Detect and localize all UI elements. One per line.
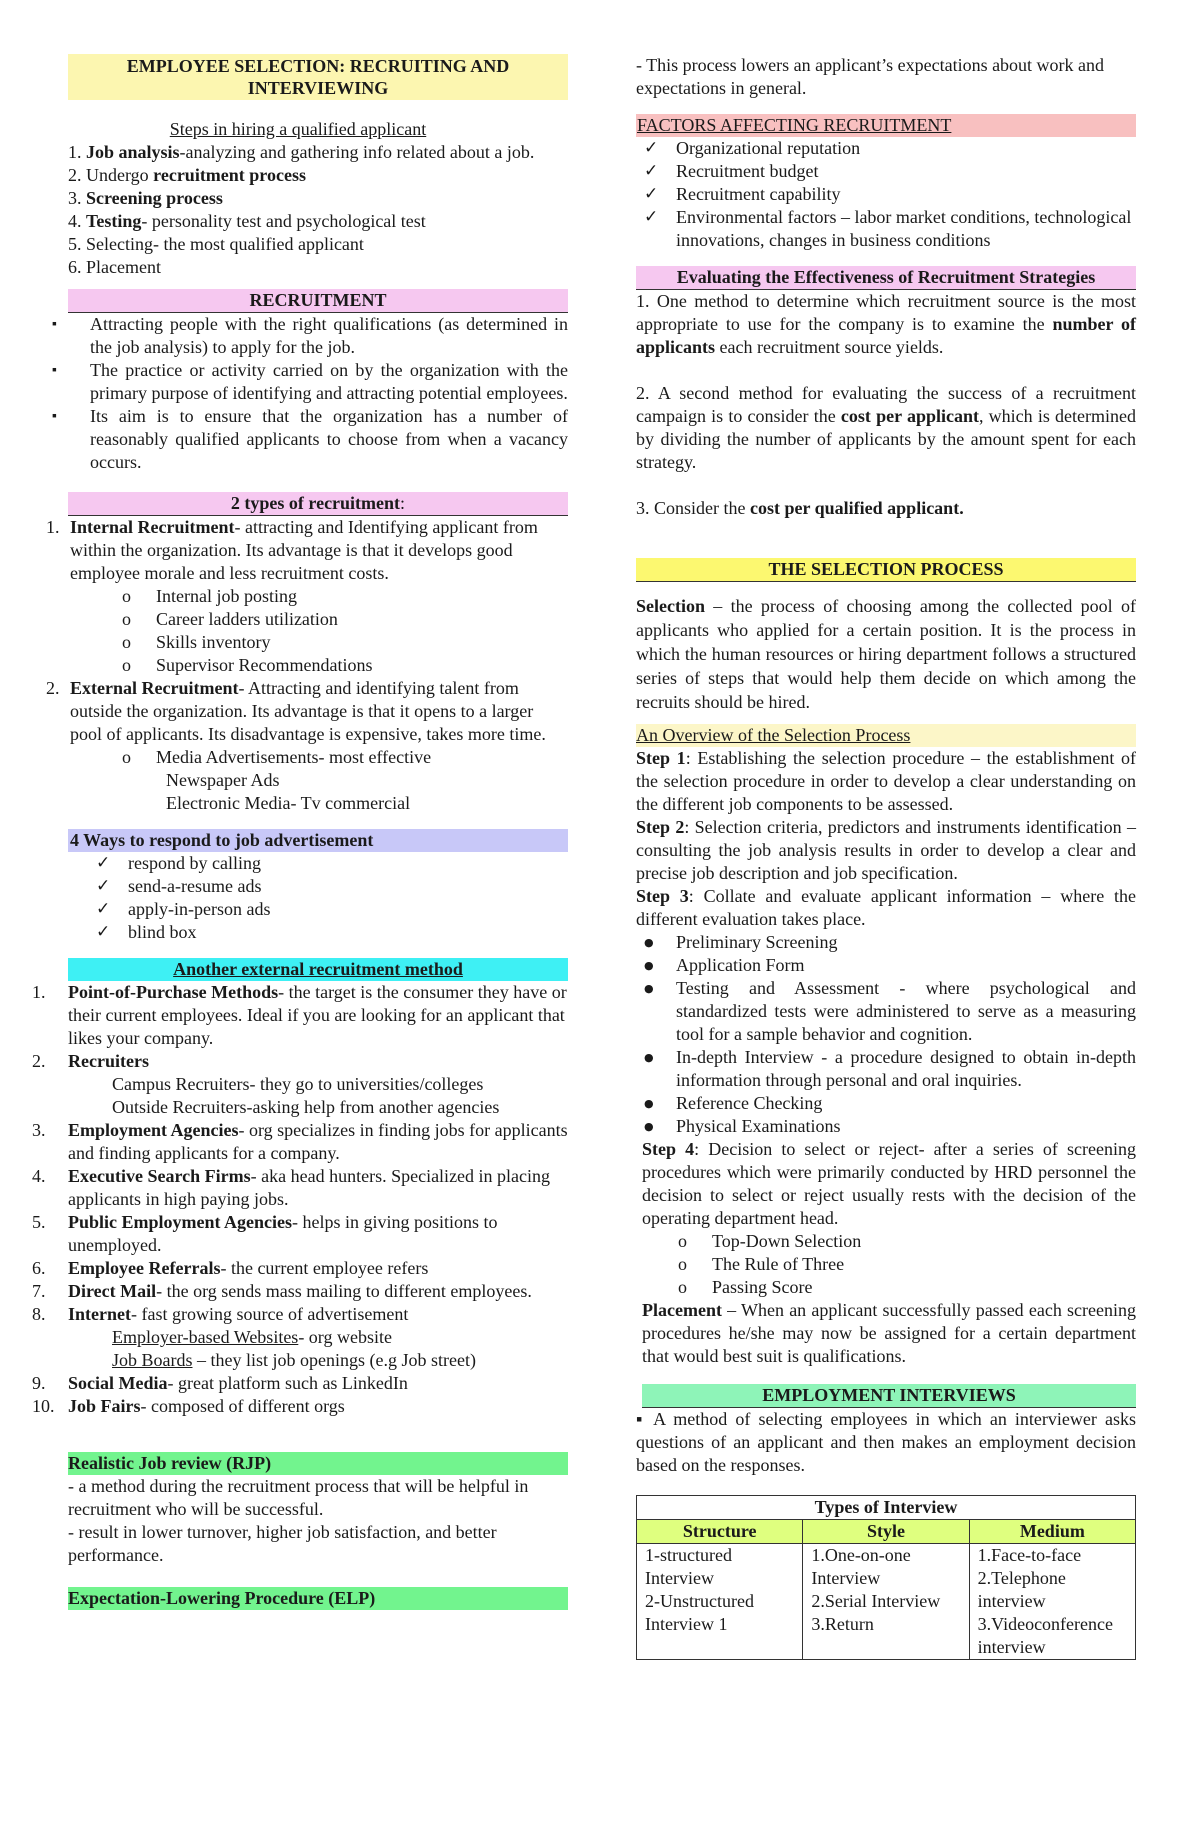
table-cell-line: 1.Face-to-face	[977, 1545, 1082, 1565]
selection-heading: THE SELECTION PROCESS	[636, 558, 1136, 582]
method-name: Direct Mail	[68, 1281, 157, 1301]
step3-item: ● Reference Checking	[636, 1092, 1136, 1115]
internet-sub-label: Job Boards	[112, 1350, 193, 1370]
table-header: Style	[803, 1520, 969, 1544]
step4-label: Step 4	[642, 1139, 695, 1159]
method-item	[32, 1303, 568, 1326]
step3-item: ● Application Form	[636, 954, 1136, 977]
step3-item: ● In-depth Interview - a procedure designed to obtain in-depth information through personal and oral inquiries.	[636, 1046, 1136, 1092]
step-bold: Job analysis	[86, 142, 180, 162]
eval-heading: Evaluating the Effectiveness of Recruitment Strategies	[636, 266, 1136, 290]
eval2-post: , which is determined by dividing the number of applicants by the amount spent for each strategy.	[636, 406, 1137, 472]
internal-item: o Career ladders utilization	[68, 608, 568, 631]
method-item	[32, 1165, 568, 1211]
step-rest: - personality test and psychological test	[141, 211, 426, 231]
step4-item: o The Rule of Three	[624, 1253, 1136, 1276]
eval1-pre: 1. One method to determine which recruitment source is the most appropriate to use for the company is to examine the	[636, 291, 1136, 334]
eval3-bold: cost per qualified applicant.	[750, 498, 964, 518]
step1-label: Step 1	[636, 748, 686, 768]
step-1	[636, 747, 1136, 816]
method-number: 7.	[32, 1281, 46, 1301]
interview-types-table	[636, 1495, 1136, 1660]
method-number: 1.	[32, 982, 46, 1002]
method-desc: - the current employee refers	[220, 1258, 429, 1278]
recruitment-point: ▪ Attracting people with the right qualifications (as determined in the job analysis) to apply for the job.	[68, 313, 568, 359]
internet-subitem	[68, 1326, 568, 1349]
step3-label: Step 3	[636, 886, 689, 906]
eval-method-3	[636, 497, 1136, 520]
step3-item: ● Preliminary Screening	[636, 931, 1136, 954]
placement-text: – When an applicant successfully passed each screening procedures he/she may now be assigned for a certain department that would best suit is qualifications.	[642, 1300, 1136, 1366]
ways-list	[68, 852, 568, 944]
interviews-text: ▪ A method of selecting employees in which an interviewer asks questions of an applicant and then makes an employment decision based on the responses.	[636, 1409, 1136, 1475]
method-number: 9.	[32, 1373, 46, 1393]
step-item	[68, 233, 568, 256]
internal-recruitment	[46, 516, 568, 585]
method-number: 10.	[32, 1396, 55, 1416]
external-subitems	[68, 769, 568, 815]
step2-label: Step 2	[636, 817, 685, 837]
table-cell-line: 1.One-on-one Interview	[811, 1545, 911, 1588]
step3-items	[636, 931, 1136, 1138]
external-recruitment	[46, 677, 568, 746]
steps-heading: Steps in hiring a qualified applicant	[169, 119, 427, 139]
step4-item: o Top-Down Selection	[624, 1230, 1136, 1253]
rjp-heading: Realistic Job review (RJP)	[68, 1452, 568, 1475]
step4-items	[624, 1230, 1136, 1299]
step-pre: 3.	[68, 188, 86, 208]
factors-list	[636, 137, 1136, 252]
method-number: 5.	[32, 1212, 46, 1232]
rjp-text	[68, 1475, 568, 1567]
table-cell	[969, 1544, 1135, 1660]
method-item	[32, 1211, 568, 1257]
method-name: Point-of-Purchase Methods	[68, 982, 279, 1002]
placement	[636, 1299, 1136, 1368]
step2-text: : Selection criteria, predictors and instruments identification – consulting the job analysis results in order to develop a clear and precise job description and job specification.	[636, 817, 1136, 883]
internet-sub-text: - org website	[298, 1327, 392, 1347]
method-desc: - fast growing source of advertisement	[130, 1304, 409, 1324]
method-number: 3.	[32, 1120, 46, 1140]
right-column	[636, 0, 1136, 1660]
step-2	[636, 816, 1136, 885]
internal-items	[68, 585, 568, 677]
step-3	[636, 885, 1136, 931]
method-number: 2.	[32, 1051, 46, 1071]
internet-sub-text: – they list job openings (e.g Job street)	[192, 1350, 476, 1370]
method-name: Public Employment Agencies	[68, 1212, 292, 1232]
method-number: 8.	[32, 1304, 46, 1324]
method-name: Social Media	[68, 1373, 168, 1393]
overview-heading-text: An Overview of the Selection Process	[636, 725, 911, 745]
another-heading-text: Another external recruitment method	[173, 959, 463, 979]
method-item	[32, 1257, 568, 1280]
method-item	[32, 981, 568, 1050]
factor-item: ✓ Environmental factors – labor market conditions, technological innovations, changes in business conditions	[636, 206, 1136, 252]
eval1-bold: number of applicants	[636, 314, 1136, 357]
document-title	[68, 54, 568, 100]
types-heading	[68, 492, 568, 516]
internal-item: o Supervisor Recommendations	[68, 654, 568, 677]
way-item: ✓ respond by calling	[88, 852, 568, 875]
method-desc: - great platform such as LinkedIn	[167, 1373, 408, 1393]
placement-label: Placement	[642, 1300, 722, 1320]
internal-label: Internal Recruitment	[70, 517, 235, 537]
overview-heading	[636, 724, 1136, 747]
recruitment-point: ▪ Its aim is to ensure that the organization has a number of reasonably qualified applicants to choose from when a vacancy occurs.	[68, 405, 568, 474]
eval1-post: each recruitment source yields.	[715, 337, 944, 357]
factor-item: ✓ Organizational reputation	[636, 137, 1136, 160]
recruitment-point: ▪ The practice or activity carried on by the organization with the primary purpose of identifying and attracting potential employees.	[68, 359, 568, 405]
internet-subitem	[68, 1349, 568, 1372]
method-name: Recruiters	[68, 1051, 149, 1071]
method-name: Internet	[68, 1304, 131, 1324]
elp-text: - This process lowers an applicant’s expectations about work and expectations in general.	[636, 55, 1105, 98]
factors-heading-text: FACTORS AFFECTING RECRUITMENT	[637, 115, 952, 135]
step-bold: Screening process	[86, 188, 223, 208]
external-text: - Attracting and identifying talent from outside the organization. Its advantage is that it opens to a larger pool of applicants. Its disadvantage is expensive, takes more time.	[70, 678, 546, 744]
eval3-pre: 3. Consider the	[636, 498, 750, 518]
factors-heading	[636, 114, 1136, 137]
rjp-line: - result in lower turnover, higher job satisfaction, and better performance.	[68, 1522, 497, 1565]
selection-definition	[636, 594, 1136, 714]
table-cell	[803, 1544, 969, 1660]
step-pre: 1.	[68, 142, 86, 162]
step-pre: 5. Selecting- the most qualified applicant	[68, 234, 364, 254]
table-header: Medium	[969, 1520, 1135, 1544]
eval-method-1	[636, 290, 1136, 359]
selection-text: – the process of choosing among the collected pool of applicants who applied for a certain position. It is the process in which the human resources or hiring department follows a structured series of steps that would help them decide on which among the recruits should be hired.	[636, 596, 1136, 712]
internet-sub-label: Employer-based Websites	[112, 1327, 299, 1347]
recruitment-heading: RECRUITMENT	[68, 289, 568, 313]
step3-text: : Collate and evaluate applicant information – where the different evaluation takes place.	[636, 886, 1136, 929]
external-items	[68, 746, 568, 769]
method-item	[32, 1119, 568, 1165]
internal-text: - attracting and Identifying applicant from within the organization. Its advantage is that it develops good employee morale and less recruitment costs.	[70, 517, 538, 583]
eval-method-2	[636, 382, 1136, 474]
external-subitem: Electronic Media- Tv commercial	[166, 793, 411, 813]
step-item	[68, 210, 568, 233]
external-item: o Media Advertisements- most effective	[68, 746, 568, 769]
step3-item: ● Testing and Assessment - where psychological and standardized tests were administered to serve as a measuring tool for a sample behavior and cognition.	[636, 977, 1136, 1046]
recruiter-subitem: Campus Recruiters- they go to universities/colleges	[112, 1074, 484, 1094]
way-item: ✓ blind box	[88, 921, 568, 944]
method-name: Employee Referrals	[68, 1258, 221, 1278]
method-number: 4.	[32, 1166, 46, 1186]
table-row	[637, 1544, 1136, 1660]
external-label: External Recruitment	[70, 678, 239, 698]
method-item	[32, 1050, 568, 1073]
table-cell-line: 1-structured Interview	[645, 1545, 732, 1588]
step-pre: 6. Placement	[68, 257, 161, 277]
method-name: Job Fairs	[68, 1396, 141, 1416]
step-item	[68, 256, 568, 279]
method-desc: - org specializes in finding jobs for applicants and finding applicants for a company.	[68, 1120, 568, 1163]
interviews-heading: EMPLOYMENT INTERVIEWS	[642, 1384, 1136, 1408]
method-desc: - aka head hunters. Specialized in placing applicants in high paying jobs.	[68, 1166, 551, 1209]
internal-item: o Internal job posting	[68, 585, 568, 608]
table-title: Types of Interview	[637, 1496, 1136, 1520]
step3-item: ● Physical Examinations	[636, 1115, 1136, 1138]
another-heading	[68, 958, 568, 981]
steps-list	[68, 141, 568, 279]
factor-item: ✓ Recruitment budget	[636, 160, 1136, 183]
step-bold: recruitment process	[153, 165, 306, 185]
step4-item: o Passing Score	[624, 1276, 1136, 1299]
method-number: 6.	[32, 1258, 46, 1278]
title-text: EMPLOYEE SELECTION: RECRUITING AND INTERVIEWING	[126, 56, 510, 98]
factor-item: ✓ Recruitment capability	[636, 183, 1136, 206]
types-heading-text: 2 types of recruitment	[230, 493, 401, 513]
step4-text: : Decision to select or reject- after a series of screening procedures which were primarily conducted by HRD personnel the decision to select or reject usually rests with the decision of the operating department head.	[642, 1139, 1136, 1228]
method-item	[32, 1395, 568, 1418]
method-desc: - the org sends mass mailing to different employees.	[156, 1281, 532, 1301]
method-desc: - composed of different orgs	[140, 1396, 345, 1416]
methods-list	[32, 981, 568, 1418]
step-item	[68, 164, 568, 187]
step-pre: 4.	[68, 211, 86, 231]
external-number: 2.	[46, 678, 60, 698]
table-header: Structure	[637, 1520, 803, 1544]
method-desc: - the target is the consumer they have or their current employees. Ideal if you are looking for an applicant that likes your company.	[68, 982, 567, 1048]
internal-number: 1.	[46, 517, 60, 537]
step-pre: 2. Undergo	[68, 165, 154, 185]
table-cell-line: 2.Telephone interview	[977, 1568, 1066, 1611]
step-4	[636, 1138, 1136, 1230]
rjp-line: - a method during the recruitment process that will be helpful in recruitment who will be successful.	[68, 1476, 529, 1519]
step-item	[68, 187, 568, 210]
external-subitem: Newspaper Ads	[166, 770, 280, 790]
step1-text: : Establishing the selection procedure – the establishment of the selection procedure in order to develop a clear understanding on the different job components to be assessed.	[636, 748, 1136, 814]
method-item	[32, 1372, 568, 1395]
table-cell-line: 2-Unstructured Interview 1	[645, 1591, 754, 1634]
step-rest: -analyzing and gathering info related about a job.	[179, 142, 535, 162]
method-desc: - helps in giving positions to unemployed.	[68, 1212, 498, 1255]
left-column	[32, 0, 568, 1610]
recruiter-subitem: Outside Recruiters-asking help from another agencies	[112, 1097, 500, 1117]
ways-heading: 4 Ways to respond to job advertisement	[68, 829, 568, 852]
table-header-row	[637, 1520, 1136, 1544]
table-cell-line: 2.Serial Interview	[811, 1591, 941, 1611]
recruitment-points	[68, 313, 568, 474]
eval2-bold: cost per applicant	[840, 406, 979, 426]
table-cell-line: 3.Videoconference interview	[977, 1614, 1113, 1657]
selection-bold: Selection	[636, 596, 705, 616]
table-cell	[637, 1544, 803, 1660]
elp-heading: Expectation-Lowering Procedure (ELP)	[68, 1587, 568, 1610]
step-bold: Testing	[86, 211, 142, 231]
way-item: ✓ send-a-resume ads	[88, 875, 568, 898]
eval2-pre: 2. A second method for evaluating the success of a recruitment campaign is to consider the	[636, 383, 1136, 426]
method-item	[32, 1280, 568, 1303]
types-heading-colon: :	[400, 493, 406, 513]
way-item: ✓ apply-in-person ads	[88, 898, 568, 921]
step-item	[68, 141, 568, 164]
method-name: Executive Search Firms	[68, 1166, 251, 1186]
table-cell-line: 3.Return	[811, 1614, 874, 1634]
internal-item: o Skills inventory	[68, 631, 568, 654]
method-name: Employment Agencies	[68, 1120, 239, 1140]
